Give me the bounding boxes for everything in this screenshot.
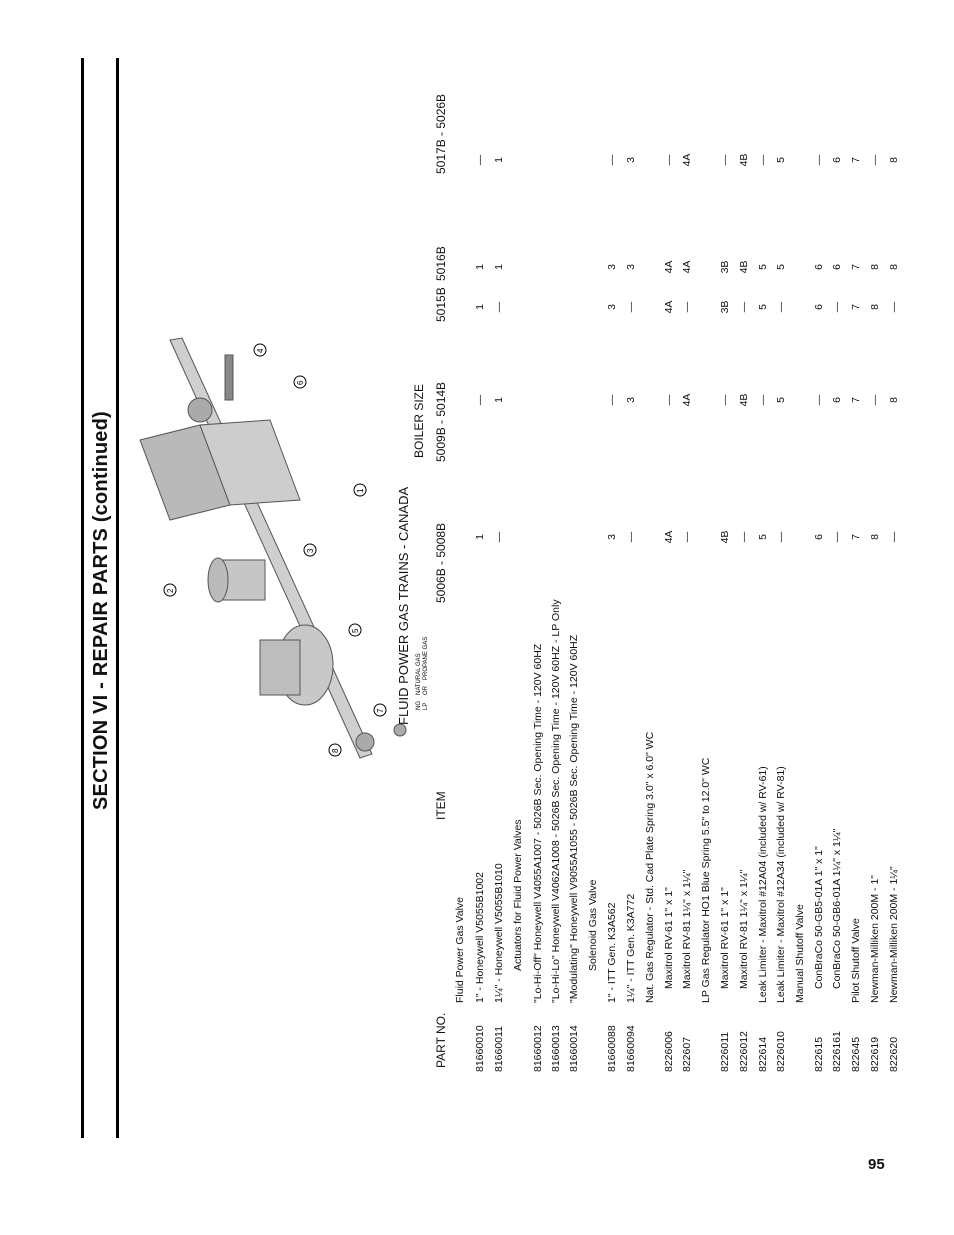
- quantity-cell: —: [474, 154, 486, 166]
- callout-label: 8: [331, 748, 340, 753]
- quantity-cell: —: [606, 154, 618, 166]
- quantity-cell: 1: [474, 304, 486, 310]
- col-header-size: 5015B: [434, 287, 448, 322]
- quantity-cell: 6: [813, 534, 825, 540]
- part-number: 81660010: [474, 1025, 486, 1072]
- quantity-cell: 4A: [663, 530, 675, 544]
- item-description: "Lo-Hi-Lo" Honeywell V4062A1008 - 5026B Sec. Opening Time - 120V 60HZ - LP Only: [550, 599, 562, 1003]
- quantity-cell: 4A: [663, 260, 675, 274]
- item-description: Fluid Power Gas Valve: [454, 896, 466, 1003]
- quantity-cell: 6: [813, 304, 825, 310]
- quantity-cell: 5: [775, 157, 787, 163]
- part-number: 81660088: [606, 1025, 618, 1072]
- item-description: Newman-Milliken 200M - 1": [869, 874, 881, 1003]
- quantity-cell: —: [493, 531, 505, 543]
- part-number: 822620: [888, 1036, 900, 1072]
- part-number: 81660014: [568, 1025, 580, 1072]
- quantity-cell: —: [681, 301, 693, 313]
- rotated-page-content: [90, 60, 954, 1100]
- part-number: 8226011: [719, 1031, 731, 1072]
- callout-label: 6: [296, 380, 305, 385]
- quantity-cell: —: [831, 531, 843, 543]
- col-header-part-no: PART NO.: [434, 1012, 448, 1068]
- callout-label: 2: [166, 588, 175, 593]
- quantity-cell: 3B: [719, 300, 731, 314]
- part-number: 81660013: [550, 1025, 562, 1072]
- quantity-cell: 4B: [738, 260, 750, 274]
- callout-label: 4: [256, 348, 265, 353]
- quantity-cell: —: [813, 154, 825, 166]
- quantity-cell: —: [888, 531, 900, 543]
- quantity-cell: —: [869, 154, 881, 166]
- quantity-cell: —: [738, 531, 750, 543]
- quantity-cell: —: [625, 301, 637, 313]
- table-title: FLUID POWER GAS TRAINS - CANADA: [396, 486, 411, 725]
- quantity-cell: —: [738, 301, 750, 313]
- item-description: Leak Limiter - Maxitrol #12A34 (included w/ RV-81): [775, 766, 787, 1003]
- quantity-cell: 1: [474, 534, 486, 540]
- item-description: Leak Limiter - Maxitrol #12A04 (included w/ RV-61): [757, 766, 769, 1003]
- quantity-cell: —: [831, 301, 843, 313]
- legend-natural-gas: NATURAL GAS: [416, 653, 422, 695]
- quantity-cell: 3: [625, 264, 637, 270]
- part-number: 822607: [681, 1036, 693, 1072]
- item-description: 1¼" - ITT Gen. K3A772: [625, 893, 637, 1003]
- part-number: 822614: [757, 1036, 769, 1072]
- quantity-cell: —: [663, 394, 675, 406]
- quantity-cell: 4A: [681, 153, 693, 167]
- quantity-cell: —: [663, 154, 675, 166]
- quantity-cell: 7: [850, 397, 862, 403]
- part-number: 8226161: [831, 1031, 843, 1072]
- quantity-cell: 6: [831, 157, 843, 163]
- item-description: Manual Shutoff Valve: [794, 904, 806, 1003]
- quantity-cell: 5: [775, 397, 787, 403]
- item-description: Newman-Milliken 200M - 1¼": [888, 866, 900, 1003]
- part-number: 822615: [813, 1036, 825, 1072]
- quantity-cell: 6: [831, 264, 843, 270]
- quantity-cell: —: [681, 531, 693, 543]
- quantity-cell: 3: [606, 534, 618, 540]
- quantity-cell: 3: [606, 264, 618, 270]
- col-header-item: ITEM: [434, 791, 448, 820]
- quantity-cell: 8: [869, 304, 881, 310]
- quantity-cell: 5: [757, 534, 769, 540]
- quantity-cell: 7: [850, 264, 862, 270]
- quantity-cell: 3: [625, 397, 637, 403]
- quantity-cell: —: [757, 394, 769, 406]
- callout-label: 5: [351, 628, 360, 633]
- part-number: 8226012: [738, 1031, 750, 1072]
- item-description: "Lo-Hi-Off" Honeywell V4055A1007 - 5026B Sec. Opening Time - 120V 60HZ: [532, 643, 544, 1003]
- quantity-cell: —: [775, 531, 787, 543]
- legend-propane-gas: PROPANE GAS: [423, 636, 429, 680]
- left-border-line: [81, 58, 84, 1138]
- quantity-cell: —: [775, 301, 787, 313]
- quantity-cell: 4B: [738, 393, 750, 407]
- quantity-cell: 8: [869, 534, 881, 540]
- quantity-cell: 5: [757, 304, 769, 310]
- col-header-size: 5006B - 5008B: [434, 522, 448, 603]
- quantity-cell: —: [719, 154, 731, 166]
- item-description: Actuators for Fluid Power Valves: [512, 819, 524, 971]
- quantity-cell: —: [474, 394, 486, 406]
- item-description: Maxitrol RV-61 1" x 1": [663, 887, 675, 989]
- part-number: 81660094: [625, 1025, 637, 1072]
- quantity-cell: 7: [850, 304, 862, 310]
- quantity-cell: 4B: [738, 153, 750, 167]
- quantity-cell: —: [493, 301, 505, 313]
- quantity-cell: 8: [869, 264, 881, 270]
- quantity-cell: 4B: [719, 530, 731, 544]
- gas-train-diagram: [130, 330, 430, 770]
- quantity-cell: —: [888, 301, 900, 313]
- item-description: Maxitrol RV-81 1¼" x 1¼": [681, 869, 693, 989]
- part-number: 8226010: [775, 1031, 787, 1072]
- quantity-cell: 5: [757, 264, 769, 270]
- part-number: 81660012: [532, 1025, 544, 1072]
- callout-label: 3: [306, 548, 315, 553]
- quantity-cell: —: [625, 531, 637, 543]
- legend-mark-ng: NG: [416, 701, 422, 710]
- item-description: Solenoid Gas Valve: [587, 879, 599, 971]
- quantity-cell: 4A: [663, 300, 675, 314]
- quantity-cell: 3B: [719, 260, 731, 274]
- quantity-cell: 1: [493, 397, 505, 403]
- legend-mark-lp: LP: [423, 702, 429, 710]
- part-number: 81660011: [493, 1026, 505, 1072]
- item-description: Nat. Gas Regulator - Std. Cad Plate Spring 3.0" x 6.0" WC: [644, 731, 656, 1003]
- part-number: 822645: [850, 1036, 862, 1072]
- callout-label: 1: [356, 488, 365, 493]
- quantity-cell: 7: [850, 534, 862, 540]
- quantity-cell: 4A: [681, 260, 693, 274]
- item-description: ConBraCo 50-GB5-01A 1" x 1": [813, 846, 825, 989]
- item-description: Maxitrol RV-81 1¼" x 1¼": [738, 869, 750, 989]
- quantity-cell: 7: [850, 157, 862, 163]
- item-description: 1" - ITT Gen. K3A562: [606, 902, 618, 1003]
- legend-or: OR: [423, 686, 429, 695]
- quantity-cell: 6: [831, 397, 843, 403]
- part-number: 8226006: [663, 1031, 675, 1072]
- part-number: 822619: [869, 1036, 881, 1072]
- quantity-cell: 5: [775, 264, 787, 270]
- callout-label: 7: [376, 708, 385, 713]
- quantity-cell: 1: [493, 264, 505, 270]
- quantity-cell: 8: [888, 157, 900, 163]
- item-description: ConBraCo 50-GB6-01A 1¼" x 1¼": [831, 828, 843, 989]
- item-description: Pilot Shutoff Valve: [850, 918, 862, 1003]
- quantity-cell: —: [813, 394, 825, 406]
- page-number: 95: [868, 1156, 885, 1173]
- col-header-size: 5009B - 5014B: [434, 381, 448, 462]
- quantity-cell: —: [606, 394, 618, 406]
- item-description: 1" - Honeywell V5055B1002: [474, 872, 486, 1003]
- item-description: Maxitrol RV-61 1" x 1": [719, 887, 731, 989]
- quantity-cell: —: [719, 394, 731, 406]
- quantity-cell: —: [757, 154, 769, 166]
- boiler-size-label: BOILER SIZE: [412, 383, 426, 458]
- item-description: 1¼" - Honeywell V5055B1010: [493, 863, 505, 1003]
- quantity-cell: 8: [888, 397, 900, 403]
- item-description: LP Gas Regulator HO1 Blue Spring 5.5" to 12.0" WC: [700, 757, 712, 1003]
- section-title: SECTION VI - REPAIR PARTS (continued): [90, 411, 112, 810]
- quantity-cell: 4A: [681, 393, 693, 407]
- quantity-cell: —: [869, 394, 881, 406]
- col-header-size: 5017B - 5026B: [434, 93, 448, 174]
- item-description: "Modulating" Honeywell V9055A1055 - 5026B Sec. Opening Time - 120V 60HZ: [568, 634, 580, 1003]
- quantity-cell: 8: [888, 264, 900, 270]
- col-header-size: 5016B: [434, 246, 448, 281]
- quantity-cell: 3: [625, 157, 637, 163]
- quantity-cell: 1: [474, 264, 486, 270]
- quantity-cell: 1: [493, 157, 505, 163]
- quantity-cell: 6: [813, 264, 825, 270]
- quantity-cell: 3: [606, 304, 618, 310]
